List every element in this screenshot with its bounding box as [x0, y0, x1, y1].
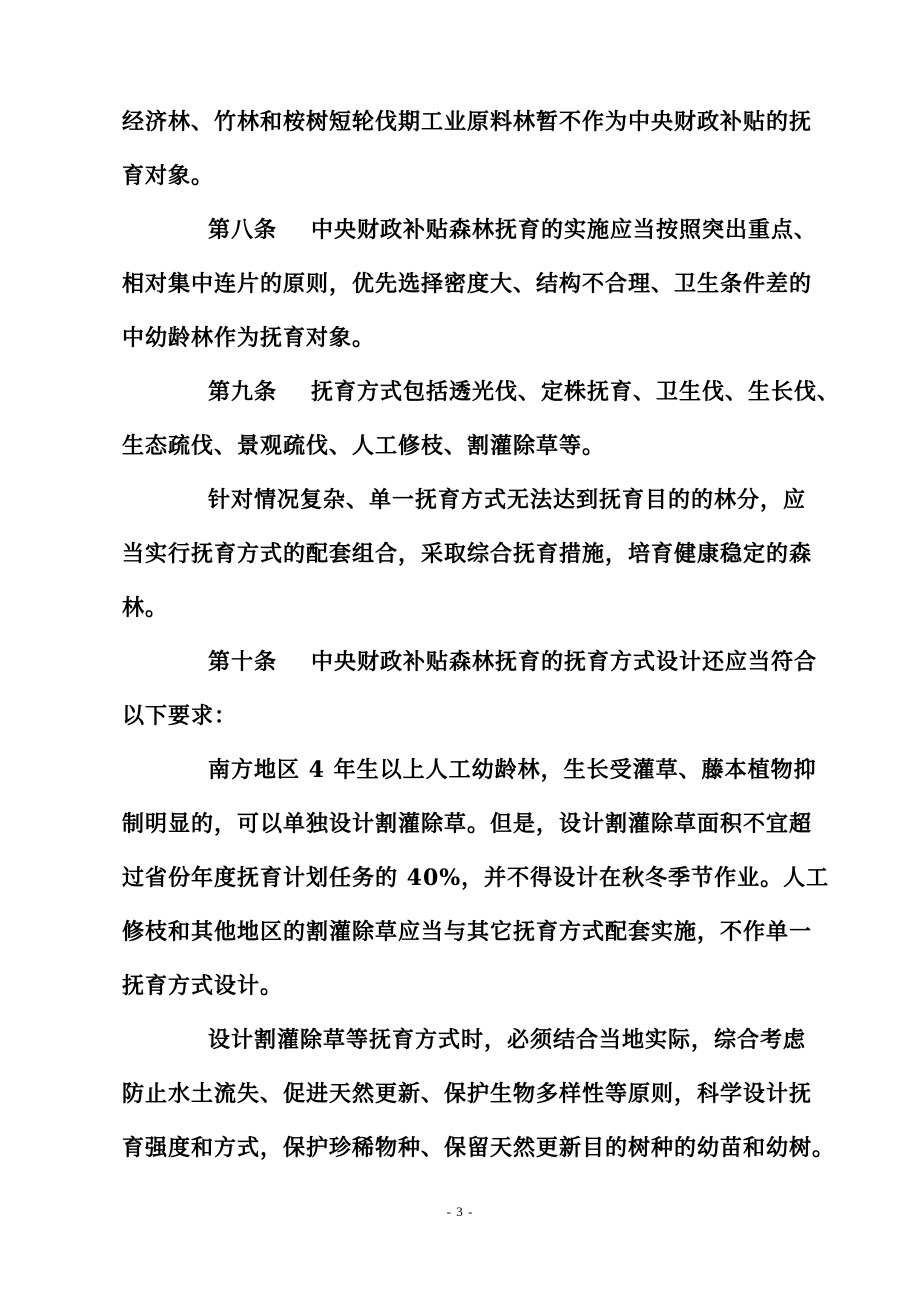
document-body	[122, 95, 841, 1175]
text-line: 中央财政补贴森林抚育的抚育方式设计还应当符合	[311, 649, 818, 675]
text-line: 南方地区 4 年生以上人工幼龄林，生长受灌草、藤本植物抑	[208, 757, 817, 783]
article-8-line	[122, 203, 818, 257]
text-line: 设计割灌除草等抚育方式时，必须结合当地实际，综合考虑	[208, 1027, 807, 1053]
text-line: 过省份年度抚育计划任务的 40%，并不得设计在秋冬季节作业。人工	[122, 865, 830, 891]
article-9-heading: 第九条	[208, 379, 278, 405]
text-line: 防止水土流失、促进天然更新、保护生物多样性等原则，科学设计抚	[122, 1081, 813, 1107]
text-line: 以下要求：	[122, 703, 238, 729]
text-line: 林。	[122, 595, 169, 621]
text-line: 中央财政补贴森林抚育的实施应当按照突出重点、	[311, 217, 818, 243]
text-line: 中幼龄林作为抚育对象。	[122, 325, 376, 351]
text-line: 经济林、竹林和桉树短轮伐期工业原料林暂不作为中央财政补贴的抚	[122, 109, 813, 135]
text-line: 针对情况复杂、单一抚育方式无法达到抚育目的的林分，应	[208, 487, 807, 513]
text-line: 抚育方式设计。	[122, 973, 284, 999]
text-line: 制明显的，可以单独设计割灌除草。但是，设计割灌除草面积不宜超	[122, 811, 813, 837]
text-line: 相对集中连片的原则，优先选择密度大、结构不合理、卫生条件差的	[122, 271, 813, 297]
text-line: 育对象。	[122, 163, 215, 189]
article-8-heading: 第八条	[208, 217, 278, 243]
article-9-line	[122, 365, 841, 419]
text-line: 抚育方式包括透光伐、定株抚育、卫生伐、生长伐、	[311, 379, 841, 405]
text-line: 生态疏伐、景观疏伐、人工修枝、割灌除草等。	[122, 433, 606, 459]
article-10-line	[122, 635, 818, 689]
text-line: 修枝和其他地区的割灌除草应当与其它抚育方式配套实施，不作单一	[122, 919, 813, 945]
text-line: 当实行抚育方式的配套组合，采取综合抚育措施，培育健康稳定的森	[122, 541, 813, 567]
text-line: 育强度和方式，保护珍稀物种、保留天然更新目的树种的幼苗和幼树。	[122, 1135, 836, 1161]
page-number: - 3 -	[446, 1204, 474, 1219]
article-10-heading: 第十条	[208, 649, 278, 675]
